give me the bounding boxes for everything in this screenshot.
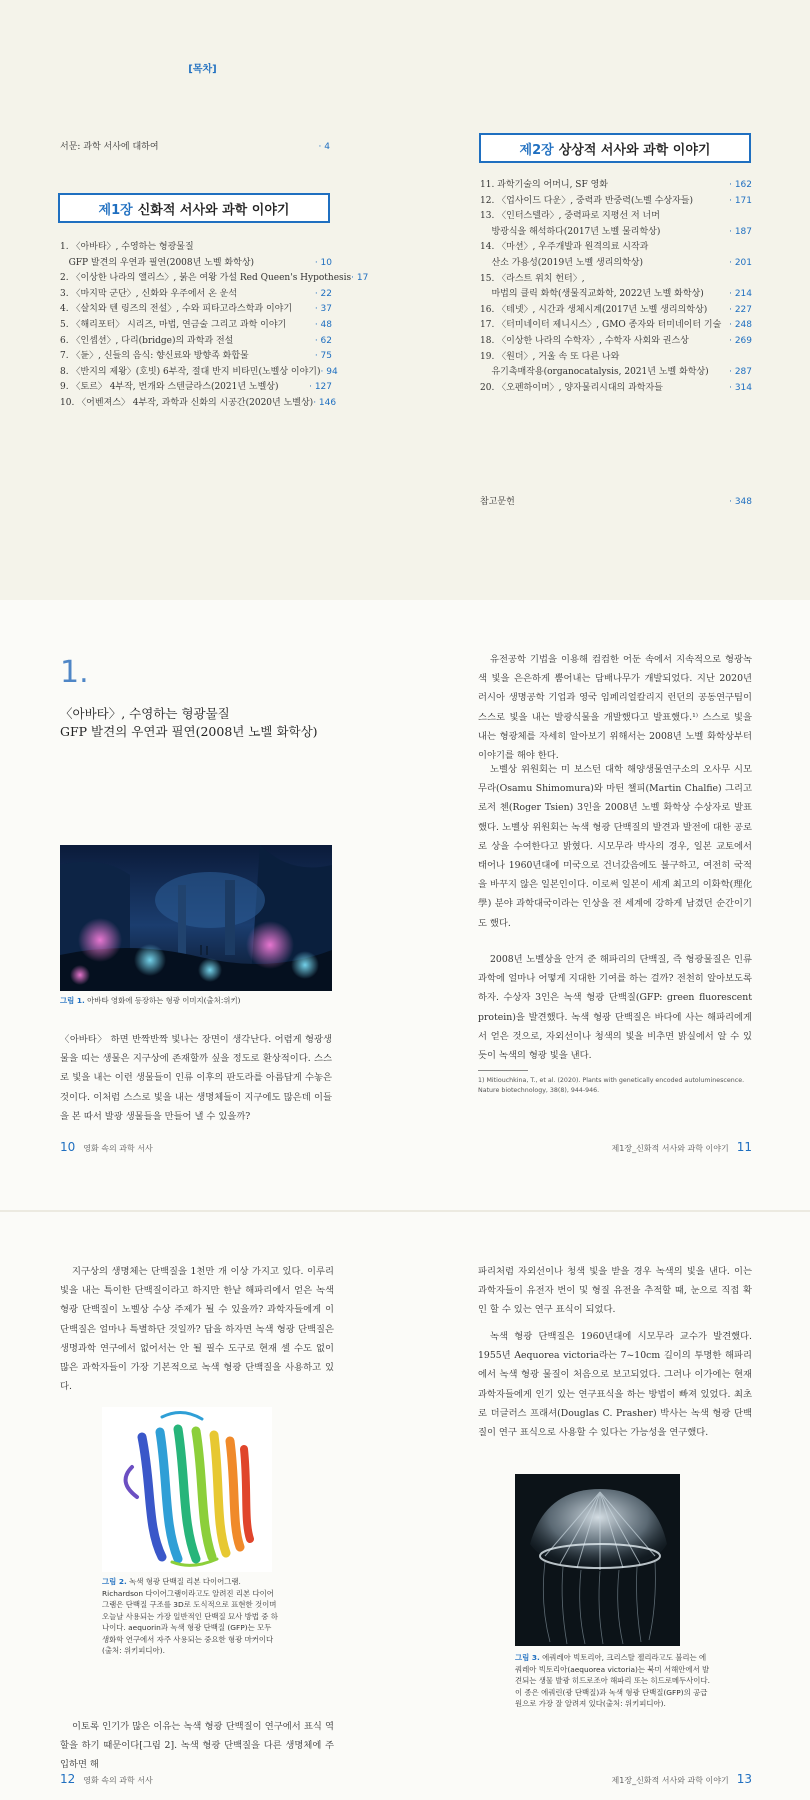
right-paragraph-1: 유전공학 기법을 이용해 컴컴한 어둔 속에서 지속적으로 형광녹색 빛을 은은하게 뿜어내는 담배나무가 개발되었다. 지난 2020년 러시아 생명공학 기업과 영국 임페리얼칼리지 런던의 공동연구팀이 스스로 빛을 내는 발광식물을 개발했다고 발표했다.¹⁾ 스스로 빛을 내는 형광체를 자세히 알아보기 위해서는 2008년 노벨 화학상부터 이야기를 해야 한다.	[478, 654, 752, 762]
toc-references	[480, 495, 752, 511]
toc-entry-title: 13. 〈인터스텔라〉, 중력파로 지평선 저 너머	[480, 211, 660, 222]
toc-entry[interactable]	[60, 349, 332, 365]
toc-entry[interactable]: 서문: 과학 서사에 대하여 · 4	[60, 140, 330, 156]
left-body-text: 〈아바타〉 하면 반짝반짝 빛나는 장면이 생각난다. 어렴게 형광생물을 띠는 생물은 지구상에 존재할까 싶을 정도로 환상적이다. 스스로 빛을 내는 이런 생물들이 인류 이후의 판도라를 아름답게 수놓은 것이다. 이처럼 스스로 빛을 내는 생명체들이 지구에도 많은데 이들을 본 따서 발광 생물들을 만들어 낼 수 있을까?	[60, 1034, 332, 1122]
footnote: 1) Mitiouchkina, T., et al. (2020). Plants with genetically encoded autoluminescence. Nature biotechnology, 38(8), 944-946.	[478, 1077, 745, 1094]
toc-entry-title: 3. 〈마지막 군단〉, 신화와 우주에서 온 운석	[60, 288, 238, 299]
toc-entry[interactable]	[480, 350, 752, 366]
toc-entry[interactable]	[60, 271, 369, 287]
chapter2-number: 제2장	[519, 142, 554, 158]
section-number: 1.	[60, 655, 89, 690]
toc-entry[interactable]	[480, 381, 752, 397]
spread-pages-12-13	[0, 1212, 810, 1800]
toc-entry[interactable]	[60, 302, 332, 318]
toc-spread	[0, 0, 810, 600]
footer-left: 12 영화 속의 과학 서사	[60, 1772, 153, 1786]
chapter2-box	[479, 133, 751, 163]
toc-entry[interactable]	[60, 240, 332, 256]
toc-preface	[60, 140, 330, 156]
toc-entry-page: · 162	[729, 178, 752, 194]
toc-entry[interactable]	[480, 272, 752, 288]
toc-entry-title: 11. 과학기술의 어머니, SF 영화	[480, 180, 608, 190]
toc-entry-title: 18. 〈이상한 나라의 수학자〉, 수학자 사회와 권스상	[480, 335, 689, 346]
right-paragraph-3: 2008년 노벨상을 안겨 준 해파리의 단백질, 즉 형광물질은 인류 과학에 얼마나 어떻게 지대한 기여를 하는 걸까? 전천히 알아보도록 하자. 수상자 3인은 녹색 형광 단백질(GFP: green fluorescent protein)을 발견했다. 녹색 형광 단백질은 바다에 사는 해파리에게서 얻은 것으로, 자외선이나 청색의 빛을 비추면 밝실에서 알 수 있듯이 녹색의 형광 빛을 낸다.	[478, 954, 752, 1062]
toc-entry-page: · 171	[729, 194, 752, 210]
footnote-rule	[478, 1070, 528, 1071]
toc-entry[interactable]	[480, 194, 752, 210]
toc-entry[interactable]	[60, 318, 332, 334]
toc-entry-title: 6. 〈인셉션〉, 다리(bridge)의 과학과 전설	[60, 335, 234, 346]
toc-entry-title: 17. 〈터미네이터 제니시스〉, GMO 종자와 터미네이터 기술	[480, 320, 722, 331]
toc-entry-title: GFP 발견의 우연과 필연(2008년 노벨 화학상)	[60, 257, 255, 268]
gfp-ribbon-illustration	[102, 1407, 272, 1572]
chapter2-entries	[480, 178, 752, 396]
page-number: 10	[60, 1140, 76, 1154]
toc-entry-page: · 37	[315, 302, 332, 318]
toc-entry[interactable]	[480, 178, 752, 194]
page-number: 11	[736, 1140, 752, 1154]
page-number: 12	[60, 1772, 76, 1786]
toc-entry-page: · 146	[313, 396, 336, 412]
section-title: 〈아바타〉, 수영하는 형광물질 GFP 발견의 우연과 필연(2008년 노벨 화학상)	[60, 706, 318, 739]
toc-entry-title: 5. 〈해리포터〉 시리즈, 마법, 연금술 그리고 과학 이야기	[60, 319, 287, 330]
toc-entry-title: 9. 〈토르〉 4부작, 번개와 스텐글라스(2021년 노벨상)	[60, 382, 279, 393]
chapter1-box	[58, 193, 330, 223]
page-number: 13	[736, 1772, 752, 1786]
toc-entry[interactable]	[60, 256, 332, 272]
toc-entry-title: 16. 〈테넷〉, 시간과 생체시계(2017년 노벨 생리의학상)	[480, 304, 708, 315]
figure2-caption: 그림 2. 녹색 형광 단백질 리본 다이어그램. Richardson 다이어그램이라고도 알려진 리본 다이어그램은 단백질 구조를 3D로 도식적으로 표현한 것이며 오늘날 사용되는 가장 일반적인 단백질 묘사 방법 중 하나이다. aequorin과 녹색 형광 단백질 (GFP)는 모두 생화학 연구에서 자주 사용되는 중요한 형광 마커이다(출처: 위키피디아).	[102, 1577, 278, 1655]
right-paragraph-2: 노벨상 위원회는 미 보스턴 대학 해양생물연구소의 오사무 시모무라(Osamu Shimomura)와 마틴 챌피(Martin Chalfie) 그리고 로저 첸(Roger Tsien) 3인을 2008년 노벨 화학상 수상자로 발표했다. 노벨상 위원회는 녹색 형광 단백질의 발견과 발전에 대한 공로로 상을 수여한다고 밝혔다. 시모무라 박사의 경우, 일본 교토에서 태어나 1960년대에 미국으로 건너갔음에도 불구하고, 여전히 국적을 바꾸지 않은 일본인이다. 이로써 일본이 세계 최고의 이화학(理化學) 분야 과학대국이라는 인상을 전 세계에 강하게 남겼던 순간이기도 했다.	[478, 764, 752, 929]
toc-entry-title: 14. 〈마션〉, 우주개발과 원격의료 시작과	[480, 242, 649, 253]
toc-entry-page: · 62	[315, 334, 332, 350]
toc-entry[interactable]	[480, 303, 752, 319]
spread-divider	[0, 600, 810, 610]
toc-entry-title: 4. 〈살치와 텐 링즈의 전설〉, 수와 피타고라스학과 이야기	[60, 304, 293, 315]
footer-right: 제1장_신화적 서사와 과학 이야기 11	[611, 1140, 752, 1154]
toc-entry-page: · 75	[315, 349, 332, 365]
chapter2-title: 상상적 서사와 과학 이야기	[558, 142, 711, 158]
toc-header: [목차]	[188, 64, 217, 75]
toc-entry-page: · 48	[315, 318, 332, 334]
toc-entry[interactable]	[480, 209, 752, 225]
chapter1-title: 신화적 서사와 과학 이야기	[137, 202, 290, 218]
toc-entry[interactable]	[60, 365, 338, 381]
toc-entry-page: · 127	[309, 380, 332, 396]
right-paragraph-2: 녹색 형광 단백질은 1960년대에 시모무라 교수가 발견했다. 1955년 Aequorea victoria라는 7~10cm 길이의 투명한 해파리에서 녹색 형광 물질이 처음으로 보고되었다. 그러나 이가에는 현재 과학자들에게 인기 있는 연구표식을 하는 방법이 빠져 있었다. 최초로 더글러스 프래셔(Douglas C. Prasher) 박사는 녹색 형광 단백질이 연구 표식으로 사용할 수 있다는 가능성을 연구했다.	[478, 1331, 752, 1439]
toc-entry-title: 유기촉매작용(organocatalysis, 2021년 노벨 화학상)	[480, 367, 709, 378]
avatar-scene-illustration	[60, 845, 332, 991]
toc-entry-title: 19. 〈원더〉, 거울 속 또 다른 나와	[480, 351, 620, 362]
toc-entry-page: · 287	[729, 365, 752, 381]
toc-entry-page: · 187	[729, 225, 752, 241]
figure1-caption: 그림 1. 아바타 영화에 등장하는 형광 이미지(출처:위키)	[60, 996, 241, 1005]
toc-entry-page: · 248	[729, 318, 752, 334]
toc-entry-title: 마법의 클릭 화학(생물직교화학, 2022년 노벨 화학상)	[480, 289, 704, 300]
toc-entry-title: 12. 〈업사이드 다운〉, 중력과 반중력(노벨 수상자들)	[480, 195, 693, 206]
toc-entry[interactable]	[480, 334, 752, 350]
chapter1-entries	[60, 240, 369, 412]
footer-right: 제1장_신화적 서사와 과학 이야기 13	[611, 1772, 752, 1786]
toc-entry[interactable]	[60, 334, 332, 350]
toc-entry-page: · 214	[729, 287, 752, 303]
toc-entry[interactable]	[60, 396, 337, 412]
figure3-caption: 그림 3. 에쿼레아 빅토리아, 크리스탈 젤리라고도 불리는 에쿼레아 빅토리아(aequorea victoria)는 북미 서해안에서 발견되는 생물 발광 히드로조아 해파리 또는 히드로메두사이다. 이 종은 에쿼린(광 단백질)과 녹색 형광 단백질(GFP)의 공급원으로 가장 잘 알려져 있다(출처: 위키피디아).	[515, 1653, 710, 1708]
toc-entry[interactable]: 참고문헌 · 348	[480, 495, 752, 511]
toc-entry-page: · 201	[729, 256, 752, 272]
toc-entry[interactable]	[480, 365, 752, 381]
toc-entry-page: · 22	[315, 287, 332, 303]
toc-entry-title: 산소 가용성(2019년 노벨 생리의학상)	[480, 257, 643, 268]
figure-avatar-image	[60, 845, 332, 991]
toc-entry-title: 7. 〈듄〉, 신들의 음식: 향신료와 방향족 화합물	[60, 351, 249, 362]
toc-entry-title: 2. 〈이상한 나라의 앨리스〉, 붉은 여왕 가설 Red Queen's Hypothesis	[60, 273, 352, 284]
left-paragraph-1: 지구상의 생명체는 단백질을 1천만 개 이상 가지고 있다. 이루리 빛을 내는 특이한 단백질이라고 하지만 한낱 해파리에서 얻은 녹색 형광 단백질이 노벨상 수상 주제가 될 수 있을까? 과학자들에게 이 단백질은 얼마나 특별하단 것일까? 답을 하자면 녹색 형광 단백질은 생명과학 연구에서 없어서는 안 될 필수 도구로 현재 셀 수도 없이 많은 과학자들이 가장 기본적으로 녹색 형광 단백질을 사용하고 있다.	[60, 1266, 334, 1393]
figure-jellyfish-image	[515, 1474, 680, 1646]
toc-entry-page: · 94	[321, 365, 338, 381]
toc-entry-page: · 17	[351, 271, 368, 287]
toc-entry-page: · 314	[729, 381, 752, 397]
left-paragraph-2: 이토록 인기가 많은 이유는 녹색 형광 단백질이 연구에서 표식 역할을 하기 때문이다[그림 2]. 녹색 형광 단백질을 다른 생명체에 주입하면 해	[60, 1721, 334, 1771]
toc-entry-title: 1. 〈아바타〉, 수영하는 형광물질	[60, 242, 194, 252]
spread-pages-10-11	[0, 610, 810, 1210]
toc-entry-title: 15. 〈라스트 위치 헌터〉,	[480, 273, 585, 284]
figure-gfp-ribbon	[102, 1407, 272, 1572]
toc-entry[interactable]	[480, 256, 752, 272]
toc-entry-title: 방광식을 해석하다(2017년 노벨 물리학상)	[480, 226, 661, 237]
toc-entry-page: · 269	[729, 334, 752, 350]
toc-entry-page: · 10	[315, 256, 332, 272]
toc-entry[interactable]	[480, 318, 752, 334]
toc-entry[interactable]	[60, 287, 332, 303]
toc-entry-title: 20. 〈오펜하이머〉, 양자물리시대의 과학자들	[480, 382, 663, 393]
toc-entry[interactable]	[480, 240, 752, 256]
toc-entry-title: 8. 〈반지의 제왕〉(호빗) 6부작, 절대 반지 비타민(노벨상 이야기)	[60, 366, 321, 377]
toc-entry[interactable]	[60, 380, 332, 396]
toc-entry[interactable]	[480, 287, 752, 303]
chapter1-number: 제1장	[98, 202, 133, 218]
footer-left: 10 영화 속의 과학 서사	[60, 1140, 153, 1154]
toc-entry-title: 10. 〈어벤져스〉 4부작, 과학과 신화의 시공간(2020년 노벨상)	[60, 397, 314, 408]
toc-entry[interactable]	[480, 225, 752, 241]
jellyfish-illustration	[515, 1474, 680, 1646]
toc-entry-page: · 227	[729, 303, 752, 319]
right-paragraph-1: 파리처럼 자외선이나 청색 빛을 받을 경우 녹색의 빛을 낸다. 이는 과학자들이 유전자 번이 및 형질 유전을 추적할 때, 눈으로 직접 확인 할 수 있는 연구 표식이 되었다.	[478, 1266, 752, 1316]
